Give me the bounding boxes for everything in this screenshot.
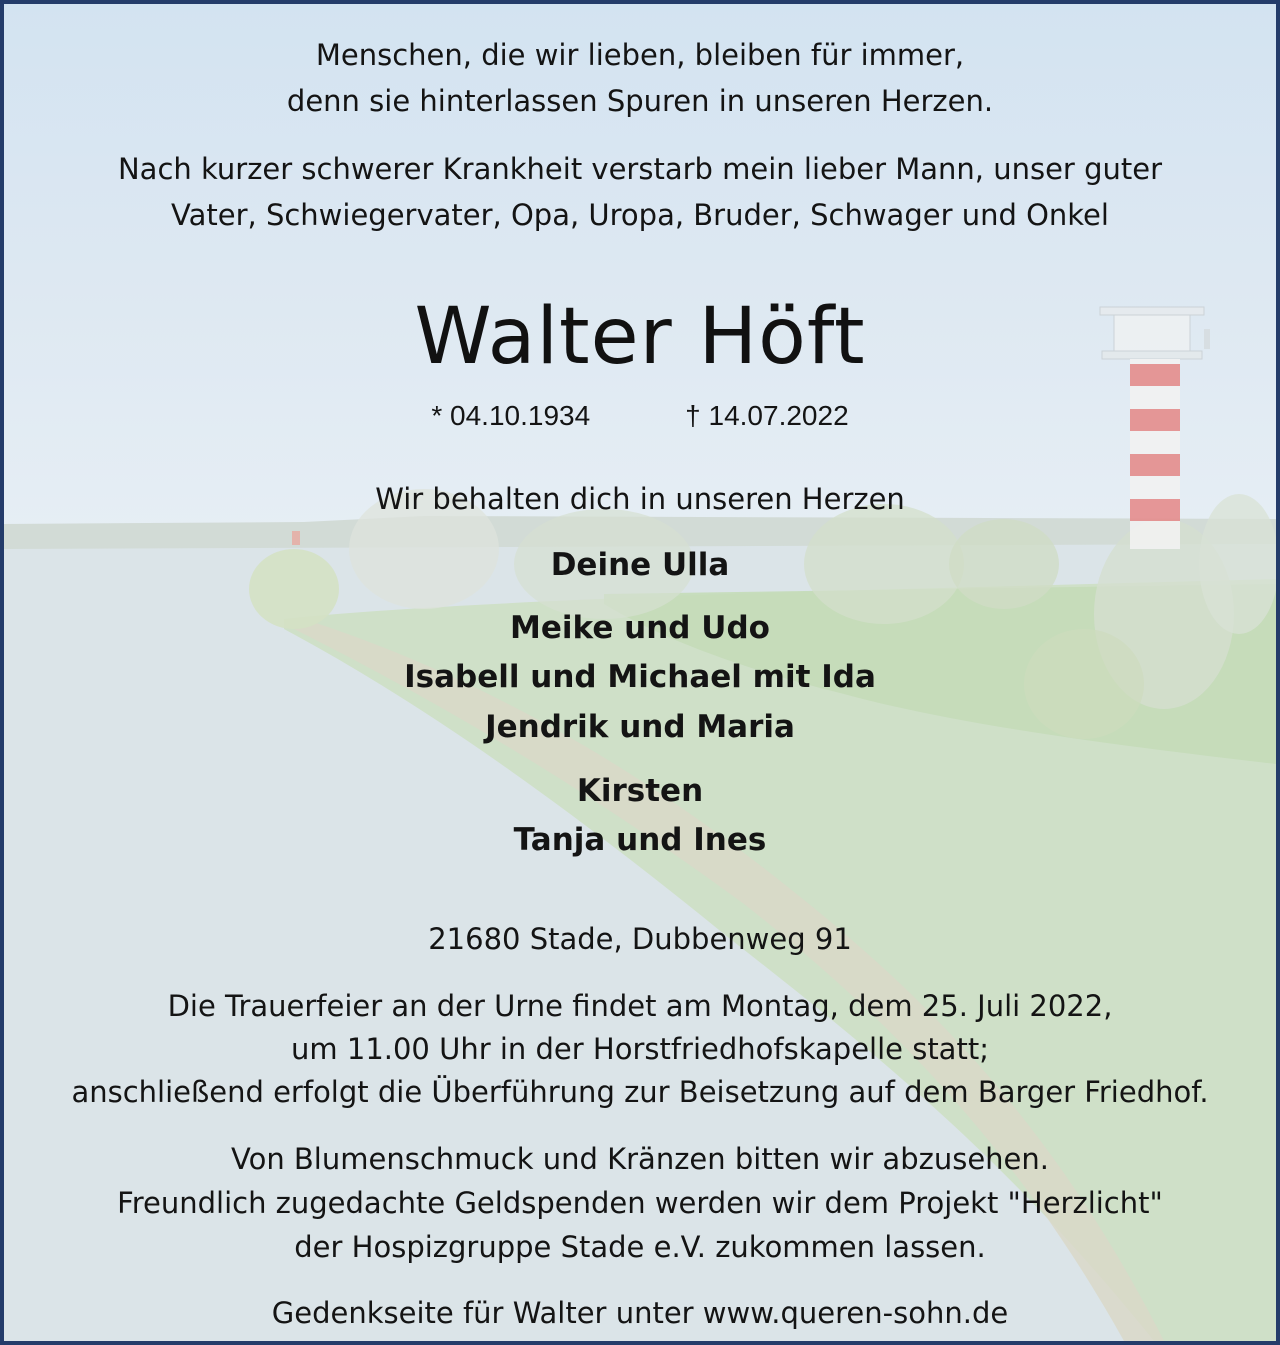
intro-line-1: Nach kurzer schwerer Krankheit verstarb mein lieber Mann, unser guter: [117, 152, 1162, 186]
address: 21680 Stade, Dubbenweg 91: [428, 922, 852, 956]
memorial-link[interactable]: Gedenkseite für Walter unter www.queren-sohn.de: [271, 1296, 1009, 1330]
life-dates: [4, 400, 1276, 432]
family-line: Isabell und Michael mit Ida: [404, 659, 876, 695]
deceased-name: Walter Höft: [414, 292, 866, 382]
birth-date: * 04.10.1934: [431, 400, 591, 431]
ceremony-line-3: anschließend erfolgt die Überführung zur Beisetzung auf dem Barger Friedhof.: [71, 1075, 1209, 1109]
family-line: Kirsten: [576, 773, 704, 809]
family-line: Meike und Udo: [510, 610, 770, 646]
farewell-text: Wir behalten dich in unseren Herzen: [375, 482, 905, 516]
family-line: Tanja und Ines: [513, 822, 767, 858]
ceremony-line-1: Die Trauerfeier an der Urne findet am Montag, dem 25. Juli 2022,: [167, 989, 1113, 1023]
motto-line-1: Menschen, die wir lieben, bleiben für immer,: [315, 38, 965, 72]
donation-line-1: Von Blumenschmuck und Kränzen bitten wir abzusehen.: [230, 1142, 1049, 1176]
motto-line-2: denn sie hinterlassen Spuren in unseren Herzen.: [286, 84, 994, 118]
donation-line-2: Freundlich zugedachte Geldspenden werden wir dem Projekt "Herzlicht": [117, 1186, 1163, 1220]
intro-line-2: Vater, Schwiegervater, Opa, Uropa, Bruder, Schwager und Onkel: [171, 198, 1109, 232]
death-date: † 14.07.2022: [685, 400, 849, 431]
family-line: Jendrik und Maria: [485, 709, 795, 745]
family-line: Deine Ulla: [550, 547, 730, 583]
donation-line-3: der Hospizgruppe Stade e.V. zukommen lassen.: [294, 1230, 986, 1264]
ceremony-line-2: um 11.00 Uhr in der Horstfriedhofskapelle statt;: [291, 1032, 989, 1066]
